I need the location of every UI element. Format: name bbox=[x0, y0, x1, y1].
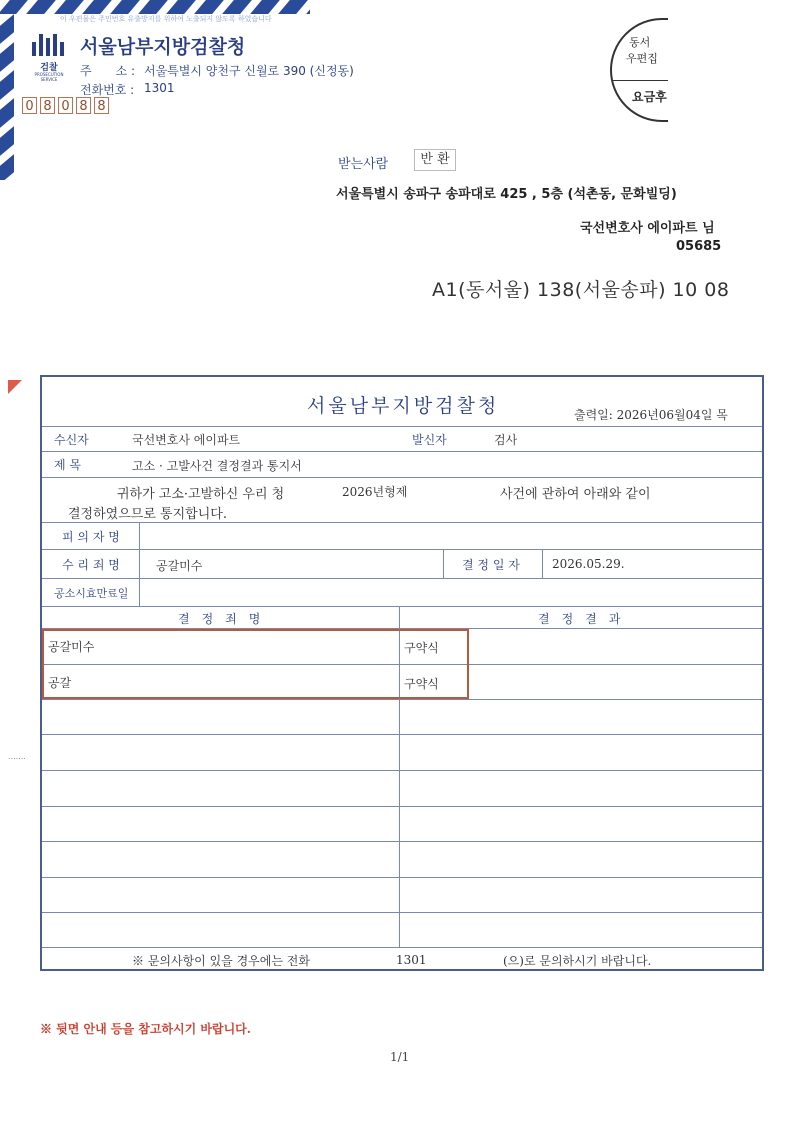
stamp-divider bbox=[612, 80, 672, 81]
address-label: 주 소 : bbox=[80, 64, 136, 78]
address-value: 서울특별시 양천구 신월로 390 (신정동) bbox=[144, 64, 354, 78]
airmail-border-top bbox=[0, 0, 310, 14]
subject-label: 제 목 bbox=[54, 458, 81, 472]
form-rule bbox=[42, 549, 762, 550]
form-rule bbox=[42, 841, 762, 842]
stripe-segment bbox=[0, 154, 14, 180]
col-charge-header: 결 정 죄 명 bbox=[178, 612, 261, 626]
footer-phone: 1301 bbox=[396, 953, 427, 967]
charge-label: 수 리 죄 명 bbox=[62, 558, 120, 572]
form-title: 서울남부지방검찰청 bbox=[307, 395, 500, 417]
stripe-segment bbox=[0, 14, 14, 44]
form-rule bbox=[42, 451, 762, 452]
phone-value: 1301 bbox=[144, 81, 175, 95]
stripe-segment bbox=[0, 42, 14, 72]
zip-digit-box: 0 bbox=[58, 97, 73, 114]
recipient-name: 국선변호사 에이파트 님 bbox=[580, 221, 715, 236]
subject-value: 고소 · 고발사건 결정결과 통지서 bbox=[132, 459, 302, 473]
stripe-segment bbox=[0, 70, 14, 100]
form-rule-v bbox=[443, 549, 444, 578]
stamp-text: 우편집 bbox=[626, 52, 658, 65]
body-text: 결정하였으므로 통지합니다. bbox=[68, 507, 227, 522]
stripe-segment bbox=[54, 0, 84, 14]
col-result-header: 결 정 결 과 bbox=[538, 612, 621, 626]
form-rule-v bbox=[139, 522, 140, 606]
form-rule bbox=[42, 734, 762, 735]
tiny-privacy-note: 이 우편물은 주민번호 유출방지를 위하여 노출되지 않도록 하였습니다 bbox=[60, 15, 272, 23]
form-rule bbox=[42, 770, 762, 771]
zip-digit-box: 0 bbox=[22, 97, 37, 114]
stripe-segment bbox=[222, 0, 252, 14]
result-charge: 공갈미수 bbox=[48, 640, 95, 654]
stripe-segment bbox=[306, 0, 310, 14]
back-notice: ※ 뒷면 안내 등을 참고하시기 바랍니다. bbox=[40, 1022, 251, 1036]
statute-label: 공소시효만료일 bbox=[54, 587, 129, 600]
footer-text: ※ 문의사항이 있을 경우에는 전화 bbox=[132, 954, 310, 968]
footer-text: (으)로 문의하시기 바랍니다. bbox=[503, 954, 652, 968]
sender-name: 서울남부지방검찰청 bbox=[80, 36, 246, 58]
form-rule bbox=[42, 877, 762, 878]
form-rule bbox=[42, 477, 762, 478]
decision-date-label: 결 정 일 자 bbox=[462, 558, 520, 572]
receiver-label: 수신자 bbox=[54, 433, 89, 447]
logo-subtext: PROSECUTION SERVICE bbox=[34, 72, 64, 82]
zip-digit-box: 8 bbox=[76, 97, 91, 114]
body-text: 귀하가 고소·고발하신 우리 청 bbox=[117, 487, 285, 502]
decision-date-value: 2026.05.29. bbox=[552, 557, 625, 571]
return-box: 반 환 bbox=[414, 149, 456, 171]
stamp-crop bbox=[668, 10, 794, 130]
result-charge: 공갈 bbox=[48, 676, 72, 690]
body-text: 사건에 관하여 아래와 같이 bbox=[500, 487, 651, 502]
stripe-segment bbox=[0, 98, 14, 128]
page-number: 1/1 bbox=[390, 1050, 410, 1064]
sender-value: 검사 bbox=[494, 433, 518, 447]
result-outcome: 구약식 bbox=[404, 677, 439, 691]
stripe-segment bbox=[82, 0, 112, 14]
stripe-segment bbox=[26, 0, 56, 14]
sender-label: 발신자 bbox=[412, 433, 447, 447]
form-rule-v bbox=[542, 549, 543, 578]
form-rule bbox=[42, 806, 762, 807]
form-rule bbox=[42, 522, 762, 523]
logo-text: 검찰 bbox=[40, 63, 58, 73]
form-rule bbox=[42, 699, 762, 700]
stripe-segment bbox=[166, 0, 196, 14]
highlight-box bbox=[42, 629, 469, 699]
stripe-segment bbox=[250, 0, 280, 14]
form-rule bbox=[42, 912, 762, 913]
phone-label: 전화번호 : bbox=[80, 83, 135, 97]
perforation-mark: ....... bbox=[8, 752, 26, 761]
stripe-segment bbox=[194, 0, 224, 14]
stamp-text: 동서 bbox=[629, 36, 651, 49]
zip-digit-box: 8 bbox=[94, 97, 109, 114]
recipient-zip: 05685 bbox=[676, 239, 722, 254]
stripe-segment bbox=[0, 126, 14, 156]
stripe-segment bbox=[138, 0, 168, 14]
suspect-label: 피 의 자 명 bbox=[62, 530, 120, 544]
recipient-label: 받는사람 bbox=[338, 157, 389, 172]
stamp-text: 요금후 bbox=[632, 90, 667, 104]
stripe-segment bbox=[110, 0, 140, 14]
form-rule bbox=[42, 606, 762, 607]
airmail-border-left bbox=[0, 0, 14, 180]
form-rule bbox=[42, 578, 762, 579]
zip-digit-box: 8 bbox=[40, 97, 55, 114]
receiver-value: 국선변호사 에이파트 bbox=[132, 433, 241, 447]
prosecution-logo bbox=[26, 34, 72, 82]
fold-marker bbox=[8, 380, 22, 394]
case-number: 2026년형제 bbox=[342, 485, 408, 499]
form-rule bbox=[42, 426, 762, 427]
postal-routing-code: A1(동서울) 138(서울송파) 10 08 bbox=[432, 279, 730, 301]
recipient-address: 서울특별시 송파구 송파대로 425 , 5층 (석촌동, 문화빌딩) bbox=[336, 187, 677, 202]
form-rule bbox=[42, 947, 762, 948]
result-outcome: 구약식 bbox=[404, 641, 439, 655]
print-date: 출력일: 2026년06월04일 목 bbox=[574, 408, 728, 422]
charge-value: 공갈미수 bbox=[156, 559, 203, 573]
stripe-segment bbox=[278, 0, 308, 14]
